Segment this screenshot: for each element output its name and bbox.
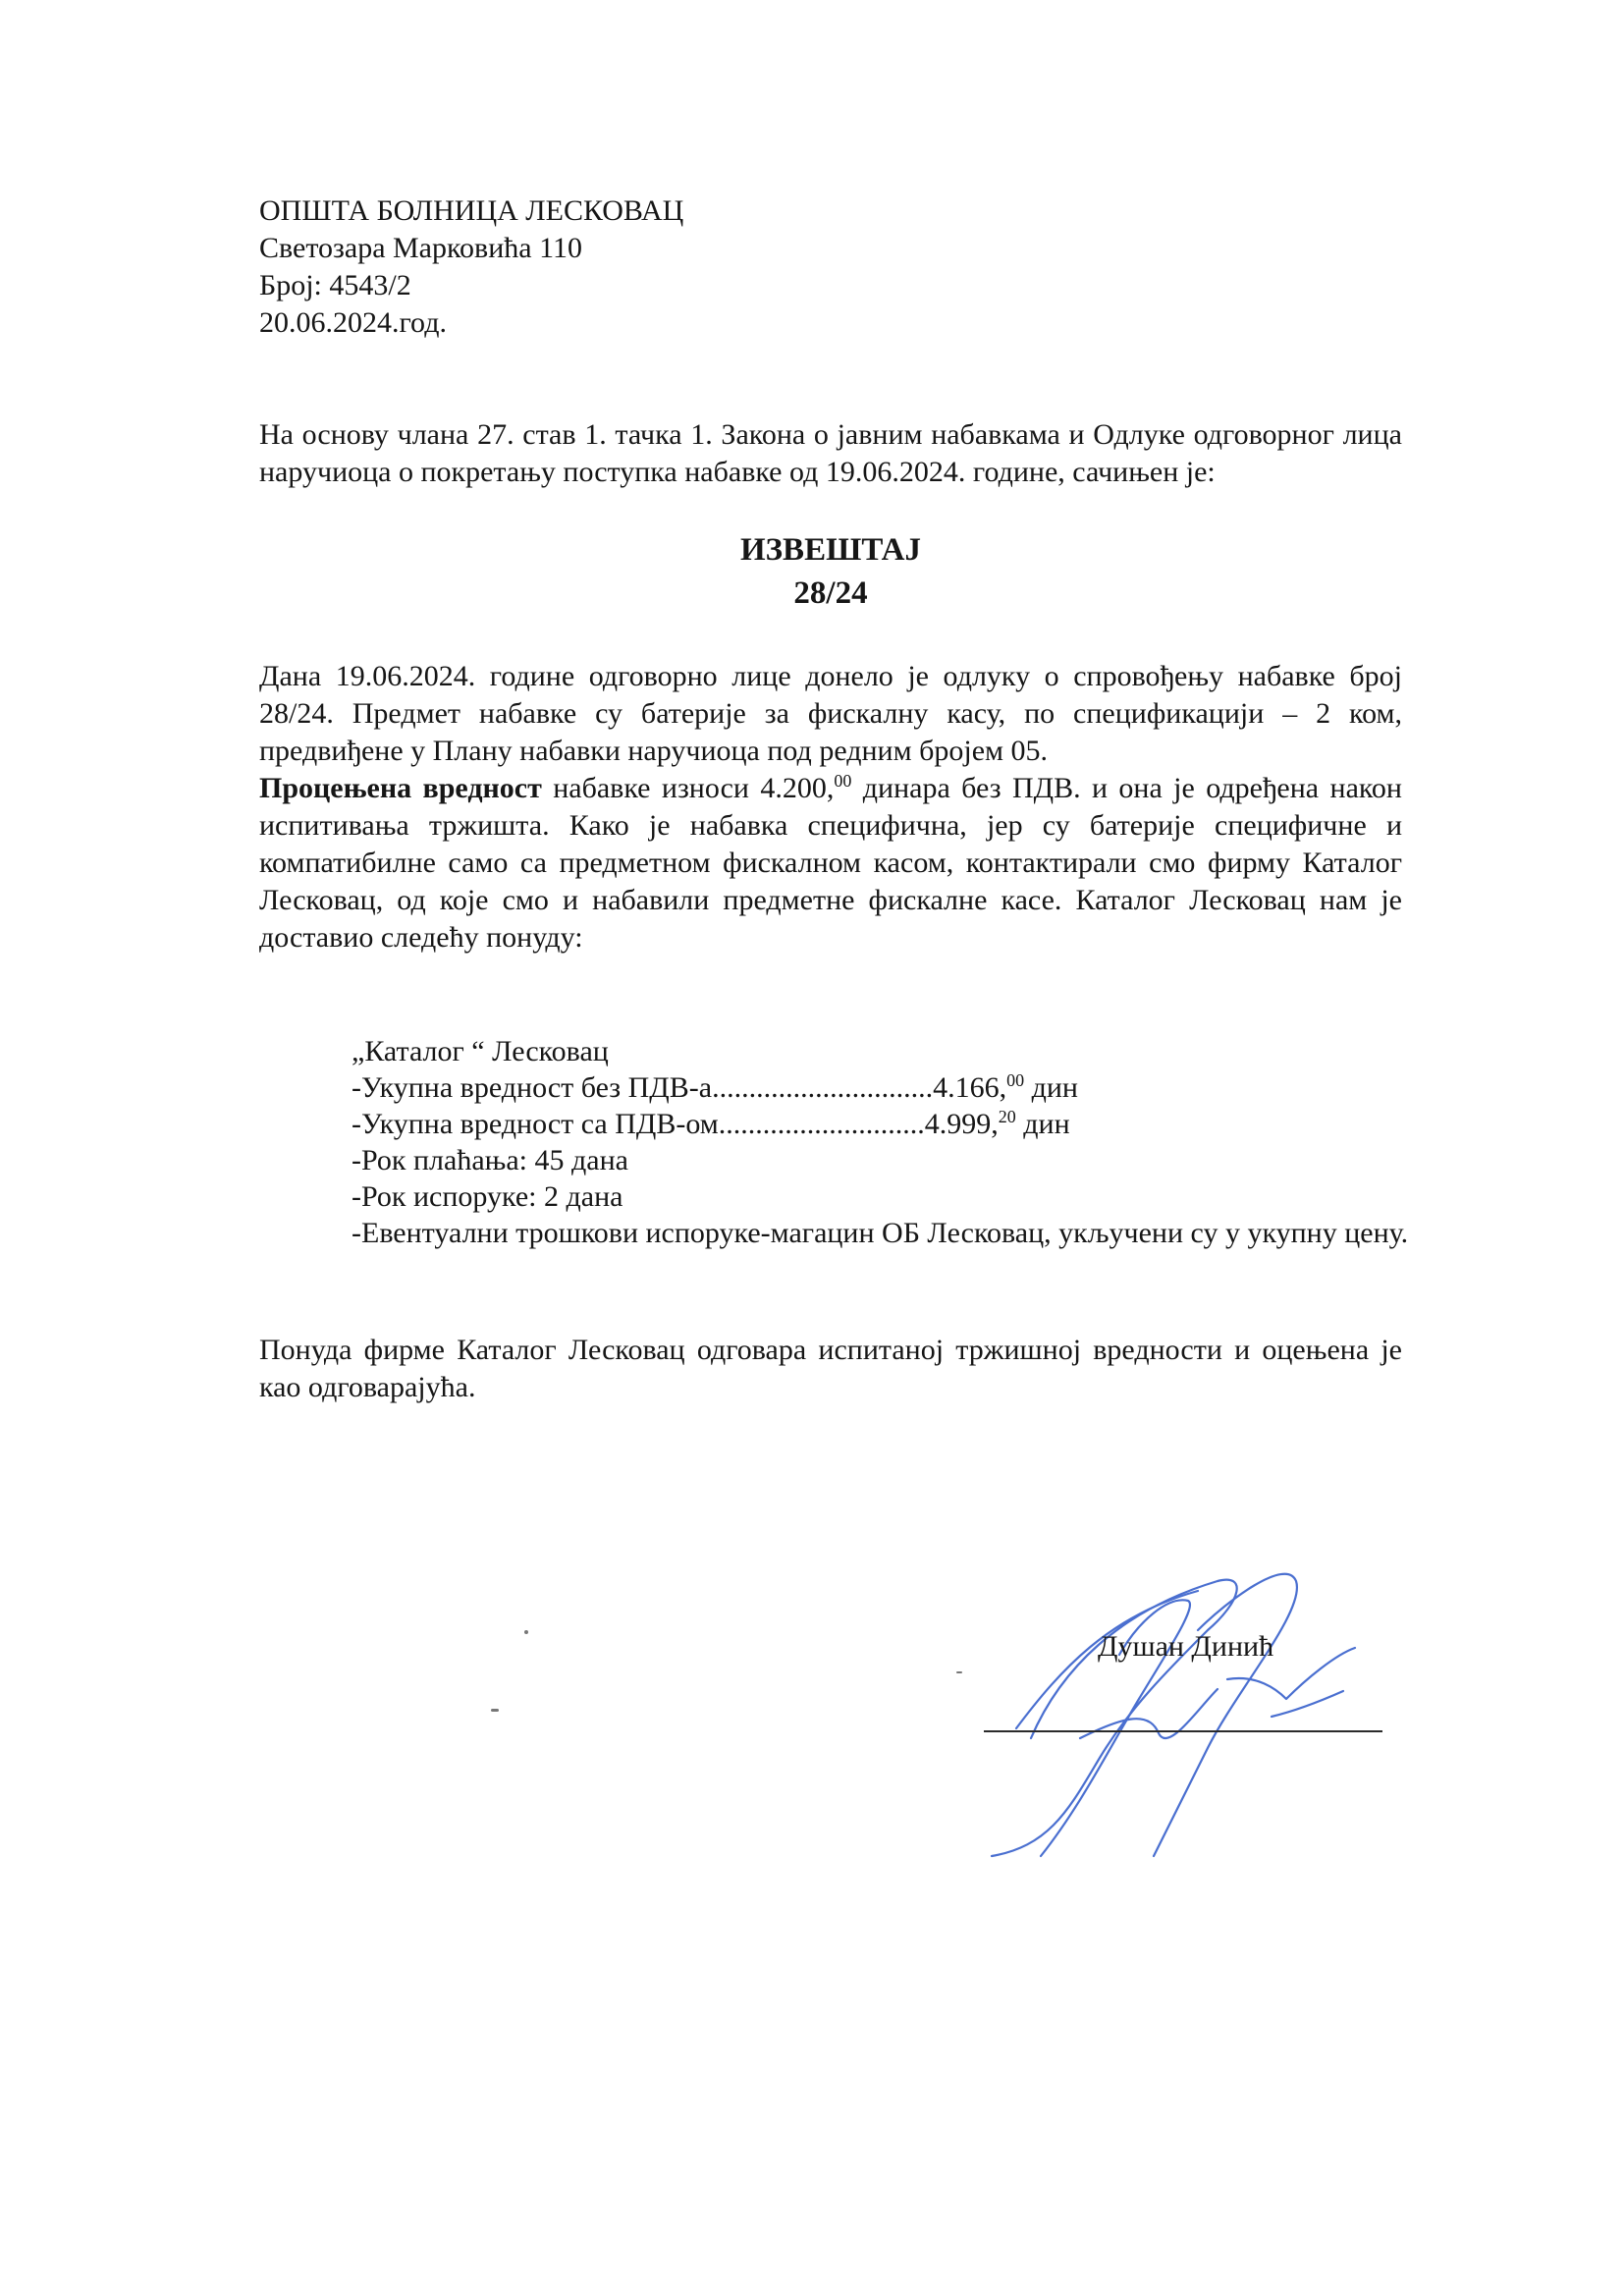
signature-line [984, 1730, 1382, 1732]
report-title [259, 528, 1402, 615]
decision-paragraph: Дана 19.06.2024. године одговорно лице донело је одлуку о спровођењу набавке број 28/24. Предмет набавке су батерије за фискалну касу, по спецификацији – 2 ком, предвиђене у Плану набавки наручиоца под редним бројем 05. [259, 660, 1402, 767]
document-number: Број: 4543/2 [259, 269, 411, 301]
offer-details [352, 1033, 1422, 1251]
offer-delivery-costs: -Евентуални трошкови испоруке-магацин ОБ Лесковац, укључени су у укупну цену. [352, 1217, 1409, 1249]
scan-speck [491, 1709, 499, 1712]
offer-total-with-vat-amount: 4.999, [924, 1108, 999, 1140]
body-section [259, 658, 1402, 957]
report-title-word: ИЗВЕШТАЈ [739, 532, 922, 568]
estimated-value-decimals: 00 [834, 771, 852, 791]
offer-total-with-vat [352, 1106, 1422, 1142]
intro-paragraph: На основу члана 27. став 1. тачка 1. Закона о јавним набавкама и Одлуке одговорног лица наручиоца о покретању поступка набавке од 19.06.2024. године, сачињен је: [259, 418, 1402, 488]
letterhead [259, 192, 683, 342]
offer-company: „Каталог “ Лесковац [352, 1035, 609, 1067]
handwritten-signature [972, 1561, 1384, 1876]
offer-total-without-vat-label: -Укупна вредност без ПДВ-а.............................. [352, 1071, 934, 1104]
offer-total-without-vat-decimals: 00 [1006, 1070, 1025, 1090]
scan-speck [524, 1630, 528, 1634]
offer-total-with-vat-unit: дин [1015, 1108, 1070, 1140]
estimated-value-rest: динара без ПДВ. и она је одређена након испитивања тржишта. Како је набавка специфична, јер су батерије специфичне и компатибилне само са предметном фискалном касом, контактирали смо фирму Каталог Лесковац, од које смо и набавили предметне фискалне касе. Каталог Лесковац нам је доставио следећу понуду: [259, 772, 1402, 954]
report-number: 28/24 [793, 575, 868, 611]
estimated-value-heading: Процењена вредност [259, 772, 542, 804]
document-date: 20.06.2024.год. [259, 306, 447, 339]
estimated-value-paragraph [259, 770, 1402, 957]
offer-total-without-vat [352, 1069, 1422, 1106]
institution-address: Светозара Марковића 110 [259, 232, 582, 264]
signer-name: Душан Динић [1098, 1630, 1274, 1663]
scan-speck [956, 1671, 962, 1673]
conclusion-paragraph: Понуда фирме Каталог Лесковац одговара испитаној тржишној вредности и оцењена је као одговарајућа. [259, 1334, 1402, 1403]
offer-total-without-vat-amount: 4.166, [933, 1071, 1007, 1104]
offer-delivery-term: -Рок испоруке: 2 дана [352, 1180, 623, 1213]
estimated-value-text: набавке износи 4.200, [541, 772, 835, 804]
offer-payment-term: -Рок плаћања: 45 дана [352, 1144, 628, 1176]
offer-total-without-vat-unit: дин [1024, 1071, 1078, 1104]
offer-total-with-vat-label: -Укупна вредност са ПДВ-ом............................ [352, 1108, 925, 1140]
offer-total-with-vat-decimals: 20 [998, 1107, 1016, 1126]
institution-name: ОПШТА БОЛНИЦА ЛЕСКОВАЦ [259, 194, 684, 227]
